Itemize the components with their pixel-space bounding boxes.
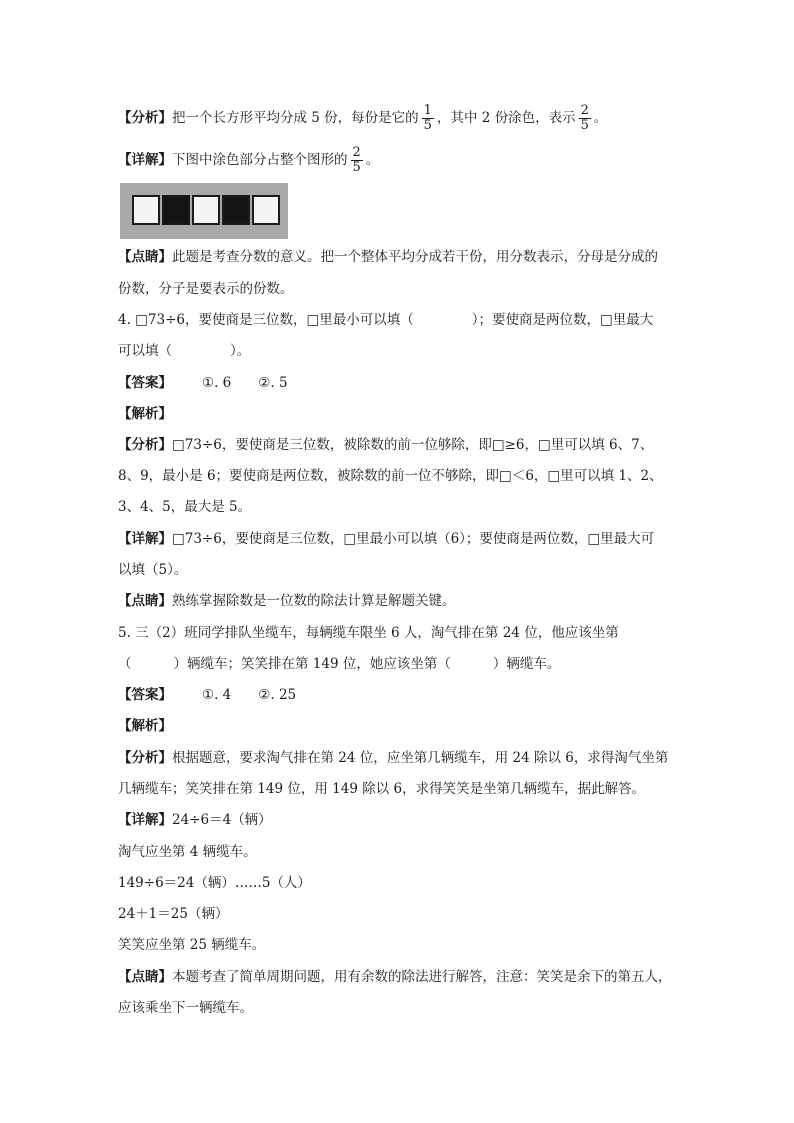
figure-cell-white (192, 195, 220, 225)
q5-stem-line-2: （ ）辆缆车；笑笑排在第 149 位，她应该坐第（ ）辆缆车。 (118, 656, 561, 672)
detail-text: 。 (365, 152, 380, 168)
q4-analysis-line: 【分析】□73÷6，要使商是三位数，被除数的前一位够除，即□≥6，□里可以填 6、7、 (118, 437, 654, 453)
q5-analysis-line-2: 几辆缆车；笑笑排在第 149 位，用 149 除以 6，求得笑笑是坐第几辆缆车，据此解答。 (118, 781, 646, 797)
q4-stem-line: 4. □73÷6，要使商是三位数，□里最小可以填（ ）；要使商是两位数，□里最大 (118, 312, 654, 328)
q4-detail-line-2: 以填（5）。 (118, 562, 188, 578)
answer-tag: 【答案】 (118, 375, 172, 391)
analysis-tag: 【分析】 (118, 110, 172, 126)
q4-explanation-tag: 【解析】 (118, 406, 172, 422)
q4-analysis-line-3: 3、4、5，最大是 5。 (118, 499, 252, 515)
q4-comment-line: 【点睛】熟练掌握除数是一位数的除法计算是解题关键。 (118, 593, 456, 609)
detail-tag: 【详解】 (118, 152, 172, 168)
figure-cell-white (252, 195, 280, 225)
answer-text: ①. 4 ②. 25 (202, 687, 297, 703)
q4-stem-line-2: 可以填（ ）。 (118, 343, 251, 359)
q5-comment-line-2: 应该乘坐下一辆缆车。 (118, 1000, 253, 1016)
q5-comment-line: 【点睛】本题考查了简单周期问题，用有余数的除法进行解答，注意：笑笑是余下的第五人， (118, 969, 672, 985)
fraction-two-fifths: $\frac{2}{5}$ (352, 145, 361, 175)
q5-detail-line-2: 淘气应坐第 4 辆缆车。 (118, 844, 257, 860)
comment-text: 此题是考查分数的意义。把一个整体平均分成若干份，用分数表示，分母是分成的 (172, 249, 658, 265)
comment-tag: 【点睛】 (118, 249, 172, 265)
fraction-two-fifths: $\frac{2}{5}$ (580, 103, 589, 133)
q5-answer-line (118, 685, 296, 705)
comment-tag: 【点睛】 (118, 969, 172, 985)
q4-analysis-line-2: 8、9，最小是 6；要使商是两位数，被除数的前一位不够除，即□＜6，□里可以填 1、2、 (118, 468, 663, 484)
analysis-text: ，其中 2 份涂色，表示 (436, 110, 576, 126)
detail-tag: 【详解】 (118, 812, 172, 828)
shaded-rectangle-figure (120, 183, 288, 239)
figure-cell-black (162, 195, 190, 225)
q5-detail-line-4: 24＋1＝25（辆） (118, 906, 229, 922)
analysis-tag: 【分析】 (118, 750, 172, 766)
q3-analysis-line (118, 104, 607, 133)
q4-detail-line: 【详解】□73÷6，要使商是三位数，□里最小可以填（6）；要使商是两位数，□里最大可 (118, 531, 655, 547)
figure-cell-black (222, 195, 250, 225)
q4-answer-line (118, 373, 288, 393)
detail-tag: 【详解】 (118, 531, 172, 547)
answer-tag: 【答案】 (118, 687, 172, 703)
analysis-text: 把一个长方形平均分成 5 份，每份是它的 (172, 110, 419, 126)
figure-cell-white (132, 195, 160, 225)
analysis-tag: 【分析】 (118, 437, 172, 453)
q5-detail-line-3: 149÷6＝24（辆）……5（人） (118, 875, 311, 891)
comment-tag: 【点睛】 (118, 593, 172, 609)
q5-analysis-line: 【分析】根据题意，要求淘气排在第 24 位，应坐第几辆缆车，用 24 除以 6，求得淘气坐第 (118, 750, 669, 766)
q5-detail-line-5: 笑笑应坐第 25 辆缆车。 (118, 937, 266, 953)
q5-explanation-tag: 【解析】 (118, 718, 172, 734)
detail-text: 下图中涂色部分占整个图形的 (172, 152, 348, 168)
analysis-text: 。 (593, 110, 608, 126)
q5-detail-line: 【详解】24÷6＝4（辆） (118, 812, 272, 828)
q3-comment-line (118, 247, 658, 267)
answer-text: ①. 6 ②. 5 (202, 375, 288, 391)
q5-stem-line: 5. 三（2）班同学排队坐缆车，每辆缆车限坐 6 人，淘气排在第 24 位，他应该坐第 (118, 625, 619, 641)
q3-detail-line (118, 146, 379, 175)
q3-comment-line-2: 份数，分子是要表示的份数。 (118, 281, 294, 297)
fraction-one-fifth: $\frac{1}{5}$ (423, 103, 432, 133)
